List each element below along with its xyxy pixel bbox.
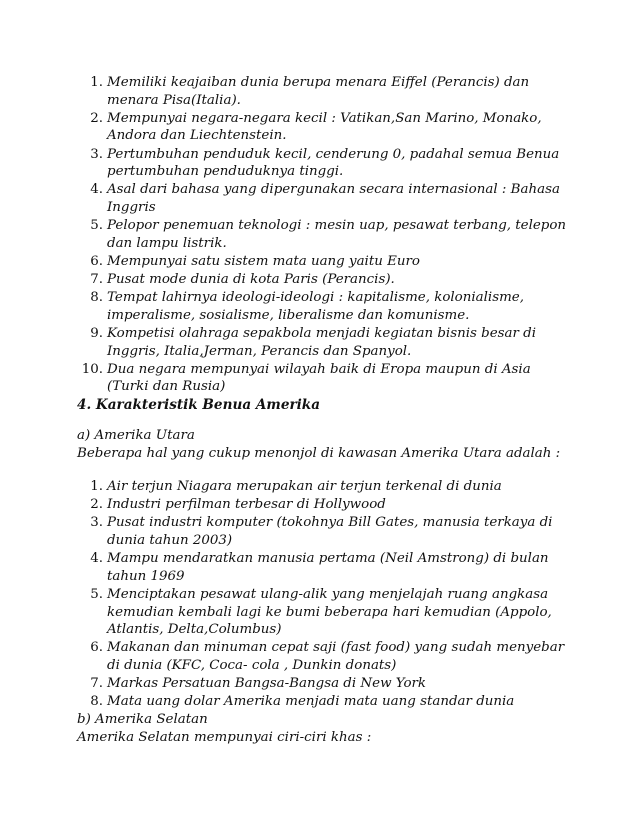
list-text: Mata uang dolar Amerika menjadi mata uang standar dunia — [107, 694, 515, 710]
list-text: Asal dari bahasa yang dipergunakan secara internasional : Bahasa Inggris — [107, 182, 560, 215]
south-america-intro: Amerika Selatan mempunyai ciri-ciri khas : — [77, 730, 372, 745]
list-number: 4. — [90, 551, 103, 567]
list-item — [77, 361, 567, 396]
list-number: 7. — [90, 272, 103, 288]
list-text: Mampu mendaratkan manusia pertama (Neil Amstrong) di bulan tahun 1969 — [107, 551, 549, 584]
list-number: 2. — [90, 497, 103, 513]
list-item — [77, 289, 567, 324]
list-number: 4. — [90, 182, 103, 198]
europe-characteristics-list — [77, 74, 567, 397]
list-item — [77, 181, 567, 216]
list-text: Markas Persatuan Bangsa-Bangsa di New York — [107, 676, 427, 692]
list-text: Kompetisi olahraga sepakbola menjadi kegiatan bisnis besar di Inggris, Italia,Jerman, Perancis dan Spanyol. — [107, 326, 536, 359]
list-text: Makanan dan minuman cepat saji (fast food) yang sudah menyebar di dunia (KFC, Coca- cola , Dunkin donats) — [107, 640, 565, 673]
list-text: Menciptakan pesawat ulang-alik yang menjelajah ruang angkasa kemudian kembali lagi ke bumi beberapa hari kemudian (Appolo, Atlantis, Delta,Columbus) — [107, 586, 552, 638]
south-america-subheading: b) Amerika Selatan — [77, 712, 208, 727]
list-text: Mempunyai satu sistem mata uang yaitu Euro — [107, 253, 420, 269]
list-text: Industri perfilman terbesar di Hollywood — [107, 497, 386, 513]
list-item — [77, 74, 567, 109]
list-number: 6. — [90, 253, 103, 269]
list-text: Pusat mode dunia di kota Paris (Perancis). — [107, 272, 395, 288]
list-number: 1. — [90, 75, 103, 90]
list-text: Dua negara mempunyai wilayah baik di Eropa maupun di Asia (Turki dan Rusia) — [107, 361, 531, 395]
north-america-list — [77, 478, 577, 711]
list-item — [77, 110, 567, 145]
list-item — [77, 514, 577, 549]
list-number: 6. — [90, 640, 103, 656]
list-item — [77, 550, 577, 585]
list-text: Pusat industri komputer (tokohnya Bill Gates, manusia terkaya di dunia tahun 2003) — [107, 515, 553, 548]
list-item — [77, 253, 567, 271]
list-number: 8. — [90, 290, 103, 306]
list-item — [77, 271, 567, 289]
list-number: 2. — [90, 110, 103, 126]
list-item — [77, 586, 577, 639]
list-item — [77, 675, 577, 693]
north-america-intro: Beberapa hal yang cukup menonjol di kawasan Amerika Utara adalah : — [77, 446, 561, 461]
list-item — [77, 693, 577, 711]
list-number: 3. — [90, 146, 103, 162]
list-text: Pelopor penemuan teknologi : mesin uap, pesawat terbang, telepon dan lampu listrik. — [107, 218, 567, 251]
list-item — [77, 639, 577, 674]
list-text: Memiliki keajaiban dunia berupa menara Eiffel (Perancis) dan menara Pisa(Italia). — [107, 75, 530, 108]
list-text: Tempat lahirnya ideologi-ideologi : kapitalisme, kolonialisme, imperalisme, sosialisme, liberalisme dan komunisme. — [107, 290, 524, 323]
list-number: 10. — [81, 361, 103, 377]
list-number: 5. — [90, 218, 103, 234]
list-item — [77, 325, 567, 360]
list-text: Air terjun Niagara merupakan air terjun terkenal di dunia — [107, 479, 502, 494]
list-number: 5. — [90, 586, 103, 602]
list-text: Mempunyai negara-negara kecil : Vatikan,San Marino, Monako, Andora dan Liechtenstein. — [107, 110, 542, 144]
list-text: Pertumbuhan penduduk kecil, cenderung 0, padahal semua Benua pertumbuhan penduduknya tinggi. — [107, 146, 560, 180]
list-item — [77, 217, 567, 252]
list-item — [77, 146, 567, 181]
list-number: 8. — [90, 694, 103, 710]
section-heading: 4. Karakteristik Benua Amerika — [77, 397, 321, 413]
list-item — [77, 496, 577, 514]
list-item — [77, 478, 577, 496]
list-number: 1. — [90, 479, 103, 494]
list-number: 7. — [90, 676, 103, 692]
list-number: 9. — [90, 326, 103, 342]
list-number: 3. — [90, 515, 103, 531]
north-america-subheading: a) Amerika Utara — [77, 428, 195, 443]
